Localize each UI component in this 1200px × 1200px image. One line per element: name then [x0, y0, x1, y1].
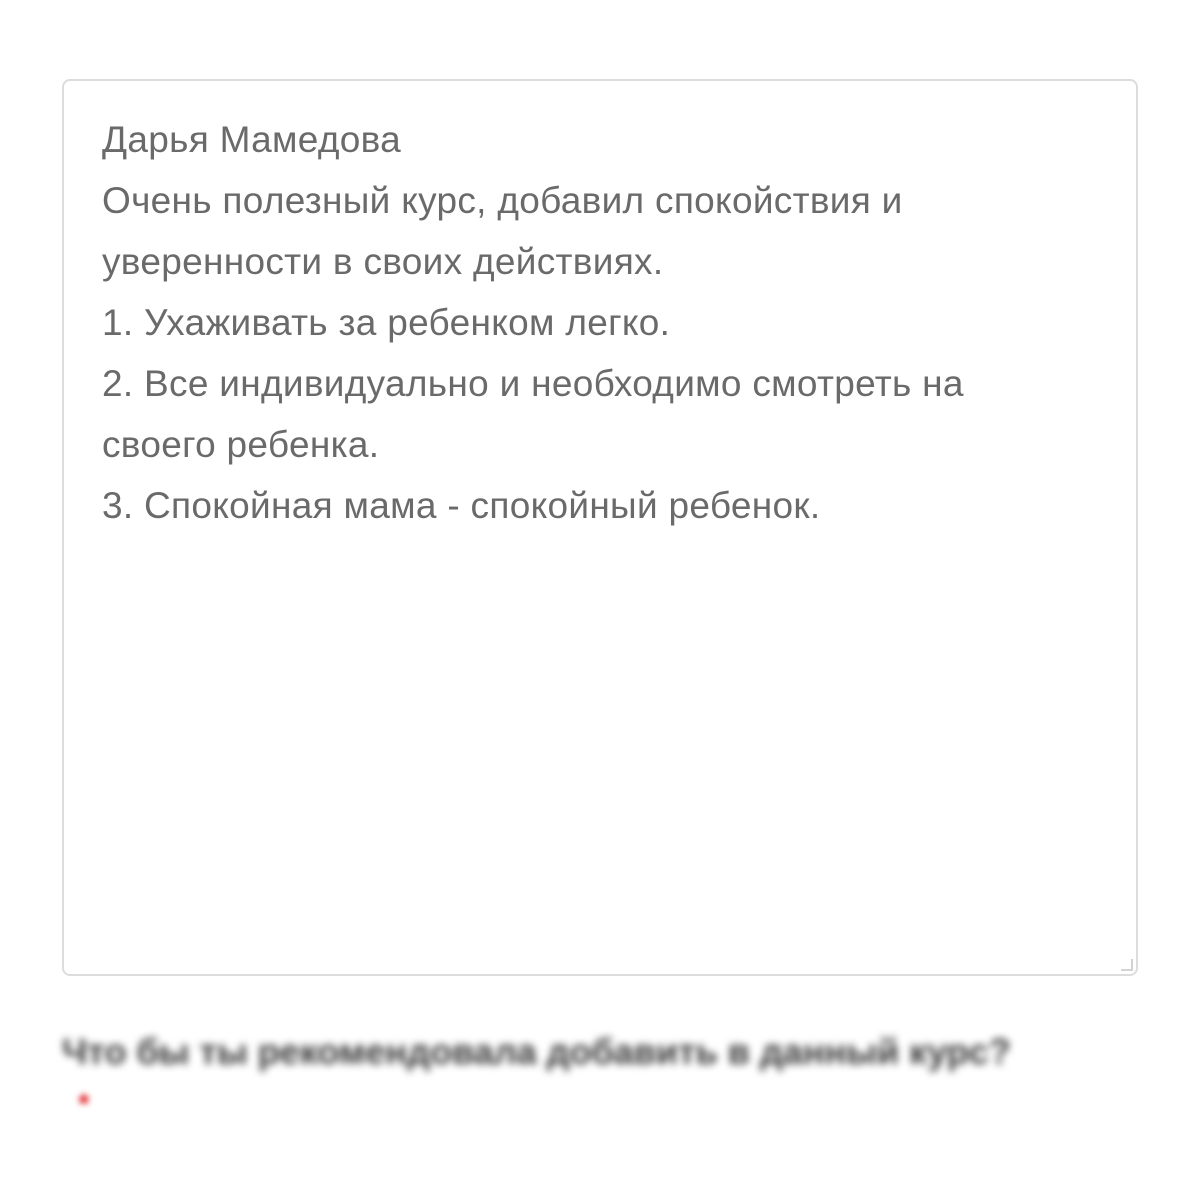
- review-textarea[interactable]: [62, 79, 1138, 976]
- review-line: своего ребенка.: [102, 424, 380, 465]
- review-line: Дарья Мамедова: [102, 119, 402, 160]
- review-line: уверенности в своих действиях.: [102, 241, 664, 282]
- resize-handle-icon[interactable]: [1121, 959, 1133, 971]
- review-line: 1. Ухаживать за ребенком легко.: [102, 302, 671, 343]
- review-line: 2. Все индивидуально и необходимо смотреть на: [102, 363, 964, 404]
- required-mark: *: [78, 1088, 90, 1121]
- review-line: Очень полезный курс, добавил спокойствия и: [102, 180, 903, 221]
- question-label: Что бы ты рекомендовала добавить в данный курс?: [62, 1031, 1011, 1072]
- review-line: 3. Спокойная мама - спокойный ребенок.: [102, 485, 821, 526]
